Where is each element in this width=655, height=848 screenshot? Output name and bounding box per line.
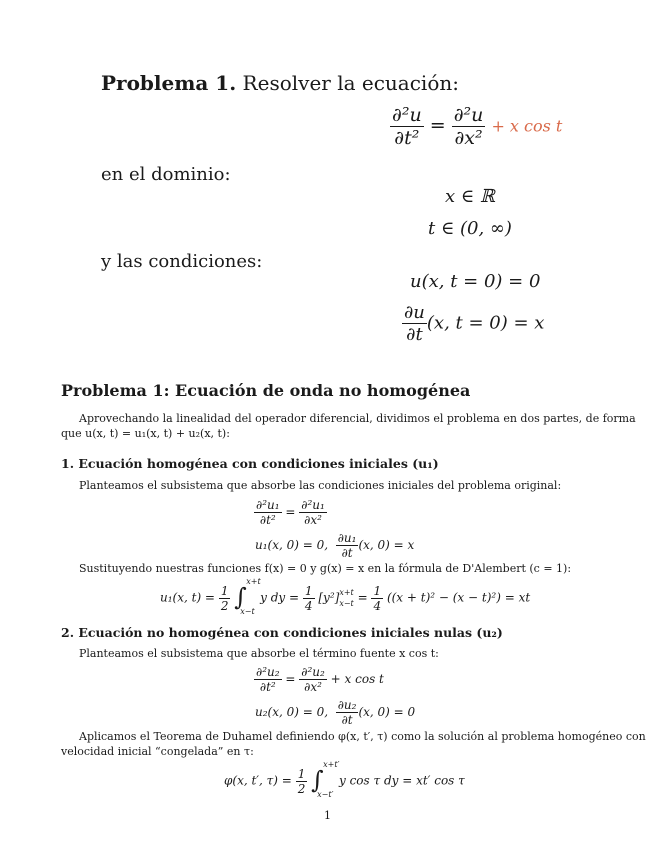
s1-lhs-den: ∂t²: [259, 513, 276, 527]
conditions-label: y las condiciones:: [101, 251, 263, 272]
dal-bracket: [y²]: [318, 590, 340, 605]
condition-2: [402, 302, 544, 345]
main-eq-equals: =: [429, 114, 446, 137]
dal-eq2: =: [357, 590, 368, 605]
duhamel-line-2: velocidad inicial “congelada” en τ:: [61, 745, 254, 758]
dal-bracket-sub: x−t: [339, 599, 354, 608]
s2-ic-b-num: ∂u₂: [337, 698, 357, 712]
main-equation: [390, 104, 562, 149]
s2-ic-b-den: ∂t: [341, 713, 353, 727]
dal-bracket-sup: x+t: [339, 588, 354, 597]
domain-x: x ∈ ℝ: [445, 186, 495, 207]
dal-q-num: 1: [304, 583, 313, 598]
s2-rhs-num: ∂²u₂: [301, 665, 325, 679]
condition-1: u(x, t = 0) = 0: [410, 271, 541, 292]
cond2-rest: (x, t = 0) = x: [426, 312, 545, 334]
s2-lhs-num: ∂²u₂: [256, 665, 280, 679]
section-2-equation: $\frac{\text{∂²u₂}}{\text{∂t²}}$ = $\frac{\text{∂²u₂}}{\text{∂x²}}$ + x cos t: [256, 665, 384, 694]
main-eq-lhs-den: ∂t²: [394, 127, 420, 149]
s2-lhs-den: ∂t²: [259, 680, 276, 694]
dal-q-den: 4: [304, 598, 313, 613]
intro-line-1: Aprovechando la linealidad del operador diferencial, dividimos el problema en dos partes, de forma: [79, 412, 636, 425]
phi-half-num: 1: [297, 766, 306, 781]
problem-heading-bold: Problema 1.: [101, 71, 237, 95]
phi-lhs: φ(x, t′, τ) =: [224, 773, 292, 788]
section-2-heading: 2. Ecuación no homogénea con condiciones iniciales nulas (u₂): [61, 625, 503, 640]
phi-int-lower: x−t′: [317, 790, 334, 799]
cond2-num: ∂u: [404, 302, 425, 323]
section-2-text: Planteamos el subsistema que absorbe el término fuente x cos t:: [79, 647, 439, 660]
main-eq-lhs-num: ∂²u: [392, 104, 422, 126]
dal-q2-num: 1: [373, 583, 382, 598]
dal-lhs: u₁(x, t) =: [160, 590, 215, 605]
section-1-text: Planteamos el subsistema que absorbe las condiciones iniciales del problema original:: [79, 479, 562, 492]
s1-lhs-num: ∂²u₁: [256, 498, 280, 512]
dal-integral: ∫ x+t x−t: [234, 577, 261, 616]
dalembert-formula: [160, 577, 531, 616]
cond2-den: ∂t: [406, 324, 423, 345]
section-1-heading: 1. Ecuación homogénea con condiciones iniciales (u₁): [61, 456, 439, 471]
s1-ic-b-den: ∂t: [341, 546, 353, 560]
s1-ic-b-num: ∂u₁: [337, 531, 357, 545]
dal-half-den: 2: [220, 598, 229, 613]
s1-rhs-den: ∂x²: [304, 513, 322, 527]
phi-integral: ∫ x+t′ x−t′: [311, 760, 340, 799]
section-1-initial-conditions: [255, 531, 414, 560]
phi-half-den: 2: [297, 781, 306, 796]
main-eq-rhs-den: ∂x²: [454, 127, 483, 149]
main-eq-rhs-num: ∂²u: [453, 104, 484, 126]
phi-formula: [224, 760, 465, 799]
section-1-text-2: Sustituyendo nuestras funciones f(x) = 0 y g(x) = x en la fórmula de D'Alembert (c = 1):: [79, 562, 572, 575]
domain-t: t ∈ (0, ∞): [428, 218, 512, 239]
problem-heading: [101, 71, 459, 95]
problem-heading-text: Resolver la ecuación:: [242, 71, 459, 95]
section-1-equation: $\frac{\text{∂²u₁}}{\text{∂t²}}$ = $\frac{\text{∂²u₁}}{\text{∂x²}}$: [256, 498, 325, 527]
solution-title: Problema 1: Ecuación de onda no homogénea: [61, 381, 471, 400]
s2-rhs-den: ∂x²: [304, 680, 322, 694]
duhamel-line-1: Aplicamos el Teorema de Duhamel definiendo φ(x, t′, τ) como la solución al problema homogéneo con: [79, 730, 646, 743]
page-number: 1: [324, 809, 331, 822]
s1-rhs-num: ∂²u₁: [301, 498, 325, 512]
dal-q2-den: 4: [373, 598, 382, 613]
s1-ic-a: u₁(x, 0) = 0,: [255, 538, 329, 552]
phi-integrand: y cos τ dy = xt′ cos τ: [338, 773, 465, 788]
s2-ic-a: u₂(x, 0) = 0,: [255, 705, 329, 719]
dal-integrand: y dy =: [260, 590, 300, 605]
dal-int-lower: x−t: [240, 607, 255, 616]
s1-ic-b-rest: (x, 0) = x: [358, 538, 415, 552]
dal-int-upper: x+t: [246, 577, 261, 586]
main-eq-source-term: + x cos t: [491, 116, 563, 136]
dal-tail: ((x + t)² − (x − t)²) = xt: [386, 590, 531, 605]
s2-ic-b-rest: (x, 0) = 0: [358, 705, 416, 719]
section-2-initial-conditions: [255, 698, 415, 727]
dal-half-num: 1: [220, 583, 229, 598]
intro-line-2: que u(x, t) = u₁(x, t) + u₂(x, t):: [61, 427, 230, 440]
phi-int-upper: x+t′: [323, 760, 340, 769]
domain-label: en el dominio:: [101, 164, 231, 185]
s2-rhs-term: + x cos t: [330, 672, 384, 686]
